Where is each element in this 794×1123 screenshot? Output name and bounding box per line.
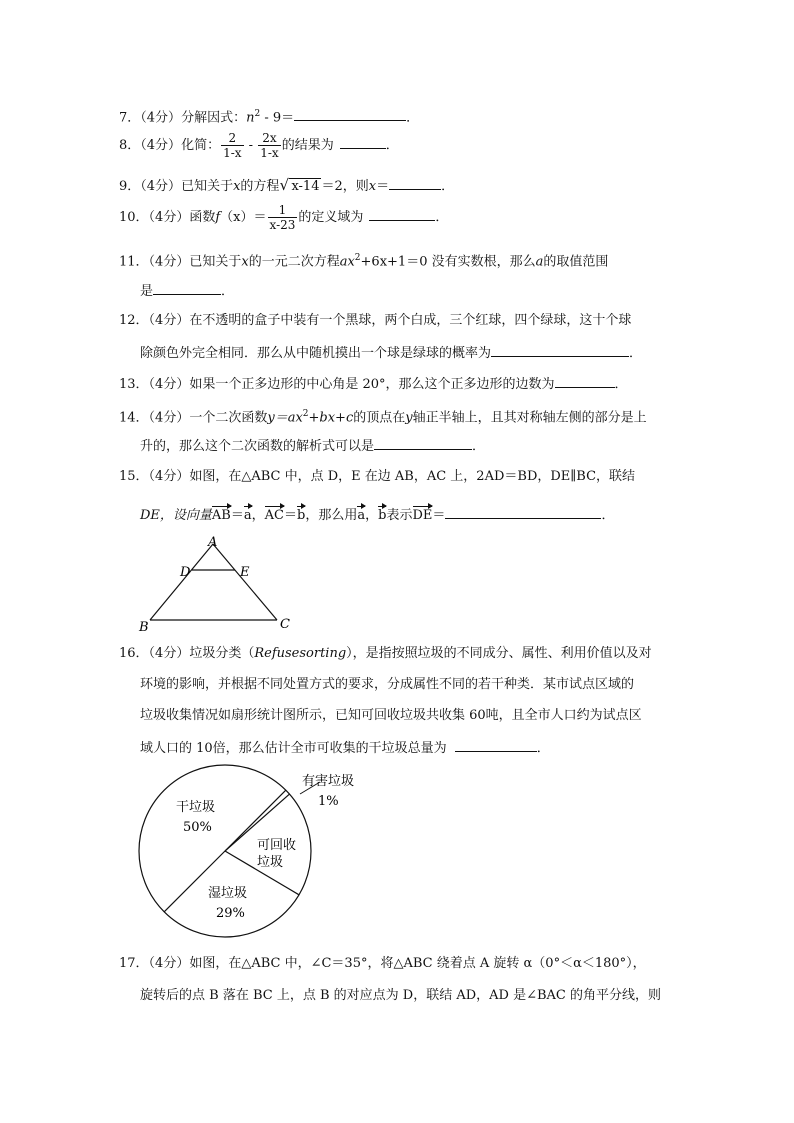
question-17	[119, 956, 646, 972]
q-number: 8．	[119, 138, 141, 153]
answer-blank[interactable]	[455, 739, 537, 752]
denominator: 1-x	[223, 146, 242, 160]
operator: ＝	[284, 508, 298, 523]
q-number: 16．	[119, 646, 149, 661]
q-text: 轴正半轴上，且其对称轴左侧的部分是上	[412, 410, 647, 426]
operator: -	[244, 138, 258, 153]
q-text: 分解因式：	[181, 110, 247, 126]
period: ．	[472, 439, 486, 454]
period: ．	[536, 741, 550, 756]
math-exponent: 2	[302, 409, 309, 419]
question-9	[119, 177, 454, 195]
denominator: 1-x	[260, 146, 279, 160]
q-text: 表示	[386, 508, 413, 523]
question-15	[119, 469, 635, 485]
period: ．	[221, 284, 235, 299]
q-text: 垃圾收集情况如扇形统计图所示，已知可回收垃圾共收集 60吨，且全市人口约为试点区	[140, 708, 642, 723]
q-score: （4分）	[148, 469, 190, 484]
q-number: 11．	[119, 254, 149, 270]
q-score: （4分）	[140, 179, 182, 194]
question-15-line2	[140, 506, 614, 524]
q-number: 13．	[119, 377, 149, 392]
question-7	[119, 106, 419, 126]
q-text: 除颜色外完全相同．那么从中随机摸出一个球是绿球的概率为	[140, 346, 492, 361]
q-text: 的结果为	[281, 138, 334, 153]
label-b: B	[139, 620, 149, 635]
vector-b: b	[378, 508, 387, 523]
vector-a: a	[243, 508, 252, 523]
label-wet-pct: 29%	[216, 906, 245, 921]
q-text: ＝	[376, 179, 390, 194]
answer-blank[interactable]	[153, 282, 221, 295]
q-number: 14．	[119, 410, 149, 426]
q-text: DE，设向量	[140, 508, 212, 523]
vector-b: b	[297, 508, 306, 523]
q-score: （4分）	[148, 210, 190, 225]
vector-a: a	[357, 508, 366, 523]
q-text: 垃圾分类（	[189, 646, 255, 661]
period: ．	[629, 346, 643, 361]
label-c: C	[280, 617, 290, 632]
question-12	[119, 313, 631, 329]
label-hazardous: 有害垃圾	[302, 774, 355, 789]
question-13	[119, 375, 628, 393]
q-number: 10．	[119, 210, 149, 225]
q-score: （4分）	[148, 313, 190, 328]
q-text: 已知关于	[189, 254, 242, 270]
math-var: x	[368, 179, 377, 194]
q-text: 化简：	[181, 138, 221, 153]
side-ac	[213, 544, 277, 620]
q-score: （4分）	[140, 138, 182, 153]
math-expr: n	[246, 110, 255, 126]
radicand: x-14	[291, 179, 320, 194]
label-dry: 干垃圾	[176, 800, 216, 815]
q-score: （4分）	[140, 110, 182, 126]
q-text: 升的，那么这个二次函数的解析式可以是	[140, 439, 375, 454]
period: ．	[385, 138, 399, 153]
label-hazardous-pct: 1%	[318, 794, 339, 809]
pie-chart	[130, 764, 380, 944]
math-var: f	[215, 210, 221, 225]
question-16-line2	[140, 677, 634, 693]
answer-blank[interactable]	[369, 208, 435, 221]
math-expr: +6x+1＝0 没有实数根，那么	[360, 254, 536, 270]
q-text: 的定义域为	[298, 210, 364, 225]
fraction	[268, 203, 298, 232]
answer-blank[interactable]	[294, 108, 406, 121]
label-d: D	[180, 565, 191, 580]
question-14-line2	[140, 437, 485, 455]
q-text: ，那么用	[305, 508, 358, 523]
question-12-line2	[140, 344, 642, 362]
q-text: ＝2，则	[321, 179, 369, 194]
q-number: 17．	[119, 956, 149, 971]
period: ．	[601, 508, 615, 523]
q-text: 环境的影响，并根据不同处置方式的要求，分成属性不同的若干种类．某市试点区域的	[140, 677, 635, 692]
label-wet: 湿垃圾	[208, 886, 248, 901]
question-17-line2	[140, 988, 661, 1004]
math-var: x	[233, 179, 241, 194]
math-expr: ax	[339, 254, 355, 270]
denominator: x-23	[269, 218, 296, 232]
q-text: ），是指按照垃圾的不同成分、属性、利用价值以及对	[346, 646, 652, 661]
q-text: 的方程	[240, 179, 280, 194]
answer-blank[interactable]	[491, 344, 629, 357]
period: ．	[614, 377, 628, 392]
math-expr: （x）	[220, 210, 254, 225]
numerator: 2	[221, 131, 243, 146]
math-exponent: 2	[254, 109, 261, 119]
math-var: x	[241, 254, 249, 270]
q-text: 一个二次函数	[189, 410, 268, 426]
triangle-figure	[130, 534, 300, 636]
q-number: 12．	[119, 313, 149, 328]
period: ．	[441, 179, 455, 194]
q-score: （4分）	[148, 410, 190, 426]
vector-ab: AB	[211, 508, 231, 523]
q-text: 已知关于	[181, 179, 234, 194]
math-expr: ＝	[253, 210, 267, 225]
punct: ，	[251, 508, 265, 523]
q-score: （4分）	[148, 646, 190, 661]
vector-de: DE	[412, 508, 433, 523]
operator: ＝	[230, 508, 244, 523]
answer-blank[interactable]	[389, 177, 441, 190]
term-english: Refusesorting	[254, 646, 347, 661]
question-10	[119, 203, 448, 233]
side-ab	[150, 544, 213, 620]
numerator: 1	[268, 203, 298, 218]
question-16-line4	[140, 739, 550, 757]
q-score: （4分）	[148, 254, 190, 270]
label-dry-pct: 50%	[183, 820, 212, 835]
answer-blank[interactable]	[374, 437, 472, 450]
sqrt-sign: √	[279, 176, 289, 194]
math-exponent: 2	[354, 253, 361, 263]
q-text: 如图，在△ABC 中，∠C＝35°，将△ABC 绕着点 A 旋转 α（0°＜α＜180°），	[189, 956, 646, 971]
fraction	[221, 131, 243, 160]
period: ．	[406, 110, 420, 126]
q-number: 7．	[119, 110, 141, 126]
question-11	[119, 250, 608, 270]
q-text: 在不透明的盒子中装有一个黑球，两个白成，三个红球，四个绿球，这十个球	[189, 313, 632, 328]
q-text: 是	[140, 284, 154, 299]
q-number: 9．	[119, 179, 141, 194]
answer-blank[interactable]	[340, 136, 386, 149]
q-text: 如图，在△ABC 中，点 D，E 在边 AB，AC 上，2AD＝BD，DE∥BC，联结	[189, 469, 636, 484]
q-text: 的顶点在	[353, 410, 406, 426]
punct: ，	[365, 508, 379, 523]
label-recyclable: 可回收	[257, 838, 297, 853]
question-11-line2	[140, 282, 234, 300]
sqrt	[279, 176, 321, 195]
question-8	[119, 131, 399, 161]
answer-blank[interactable]	[445, 506, 601, 519]
q-score: （4分）	[148, 377, 190, 392]
q-text: 函数	[189, 210, 216, 225]
q-text: 旋转后的点 B 落在 BC 上，点 B 的对应点为 D，联结 AD，AD 是∠BAC 的角平分线，则	[140, 988, 661, 1003]
question-16	[119, 646, 652, 662]
numerator: 2x	[258, 131, 280, 146]
q-number: 15．	[119, 469, 149, 484]
q-score: （4分）	[148, 956, 190, 971]
q-text: 域人口的 10倍，那么估计全市可收集的干垃圾总量为	[140, 741, 447, 756]
q-text: 的一元二次方程	[248, 254, 340, 270]
operator: ＝	[432, 508, 446, 523]
vector-ac: AC	[264, 508, 285, 523]
label-a: A	[208, 535, 218, 550]
label-e: E	[240, 565, 250, 580]
question-16-line3	[140, 708, 642, 724]
math-var: a	[535, 254, 544, 270]
math-var: y	[405, 410, 413, 426]
q-text: 的取值范围	[543, 254, 609, 270]
math-expr: - 9＝	[260, 110, 295, 126]
fraction	[258, 131, 280, 160]
question-14	[119, 406, 647, 426]
period: ．	[435, 210, 449, 225]
label-recyclable-2: 垃圾	[257, 855, 284, 870]
math-expr: y＝ax	[267, 410, 303, 426]
q-text: 如果一个正多边形的中心角是 20°，那么这个正多边形的边数为	[189, 377, 555, 392]
math-expr: +bx+c	[308, 410, 354, 426]
answer-blank[interactable]	[555, 375, 615, 388]
